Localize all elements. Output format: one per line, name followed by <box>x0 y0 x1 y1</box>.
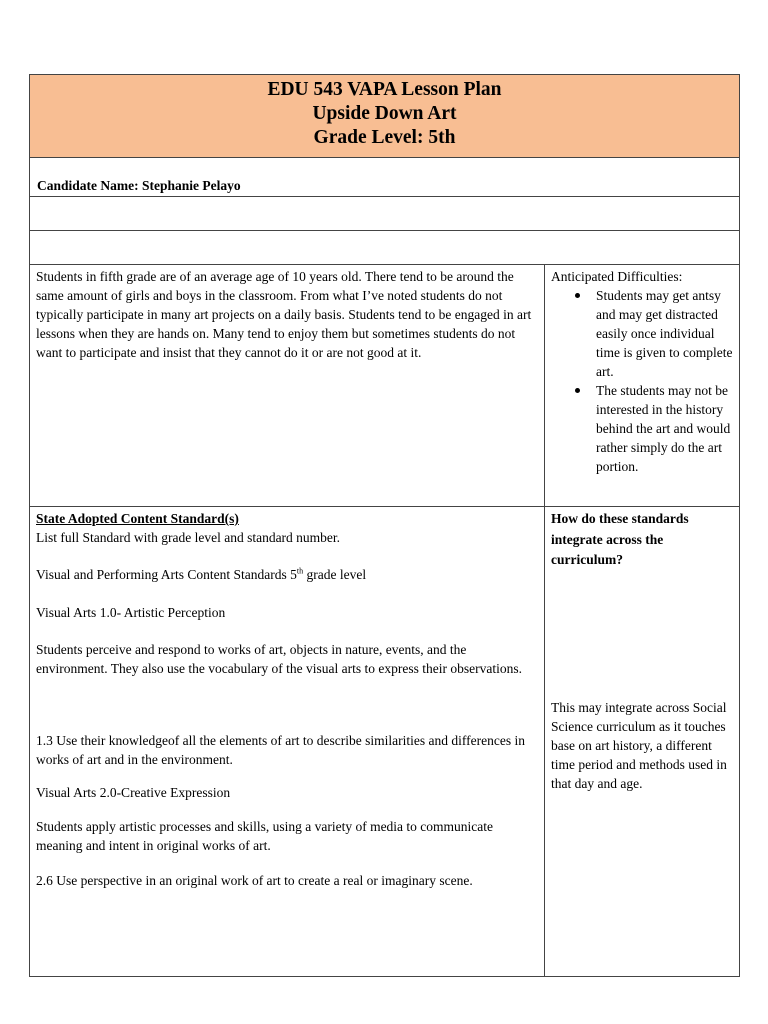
document-title: EDU 543 VAPA Lesson Plan <box>267 79 502 100</box>
empty-row <box>30 197 739 231</box>
standards-cell <box>30 507 545 976</box>
integration-answer: This may integrate across Social Science curriculum as it touches base on art history, a different time period and methods used in that day and age. <box>551 700 727 791</box>
candidate-name: Candidate Name: Stephanie Pelayo <box>37 178 241 193</box>
lesson-plan-table <box>29 74 740 977</box>
header-banner <box>30 75 739 158</box>
lesson-subtitle: Upside Down Art <box>312 103 457 124</box>
visual-arts-1-heading: Visual Arts 1.0- Artistic Perception <box>36 605 226 620</box>
list-item: Students may get antsy and may get distracted easily once individual time is given to complete art. <box>545 286 739 381</box>
vapa-suffix: grade level <box>303 567 367 582</box>
visual-arts-2-description: Students apply artistic processes and skills, using a variety of media to communicate meaning and intent in original works of art. <box>36 819 494 853</box>
vapa-superscript: th <box>296 566 304 576</box>
vapa-standards-line <box>36 565 536 584</box>
standards-title: State Adopted Content Standard(s) <box>36 511 239 526</box>
students-row <box>30 265 739 507</box>
integration-cell <box>545 507 739 976</box>
difficulties-cell <box>545 265 739 506</box>
difficulties-list <box>545 286 739 476</box>
integration-question: How do these standards integrate across the curriculum? <box>551 511 689 567</box>
grade-level: Grade Level: 5th <box>313 127 456 148</box>
visual-arts-1-description: Students perceive and respond to works of art, objects in nature, events, and the environment. They also use the vocabulary of the visual arts to express their observations. <box>36 642 522 676</box>
students-cell <box>30 265 545 506</box>
standards-row <box>30 507 739 976</box>
empty-row <box>30 231 739 265</box>
candidate-row <box>30 158 739 197</box>
list-item: The students may not be interested in the history behind the art and would rather simply do the art portion. <box>545 381 739 476</box>
students-description: Students in fifth grade are of an average age of 10 years old. There tend to be around the same amount of girls and boys in the classroom. From what I’ve noted students do not typically participate in many art projects on a daily basis. Students tend to be engaged in art lessons when they are hands on. Many tend to enjoy them but sometimes students do not want to participate and insist that they cannot do it or are not good at it. <box>36 269 532 360</box>
vapa-prefix: Visual and Performing Arts Content Standards 5 <box>36 567 297 582</box>
visual-arts-2-heading: Visual Arts 2.0-Creative Expression <box>36 785 231 800</box>
standard-2-6: 2.6 Use perspective in an original work of art to create a real or imaginary scene. <box>36 873 473 888</box>
standards-instruction: List full Standard with grade level and standard number. <box>36 530 341 545</box>
difficulties-title: Anticipated Difficulties: <box>551 269 683 284</box>
standard-1-3: 1.3 Use their knowledgeof all the elements of art to describe similarities and differences in works of art and in the environment. <box>36 733 525 767</box>
